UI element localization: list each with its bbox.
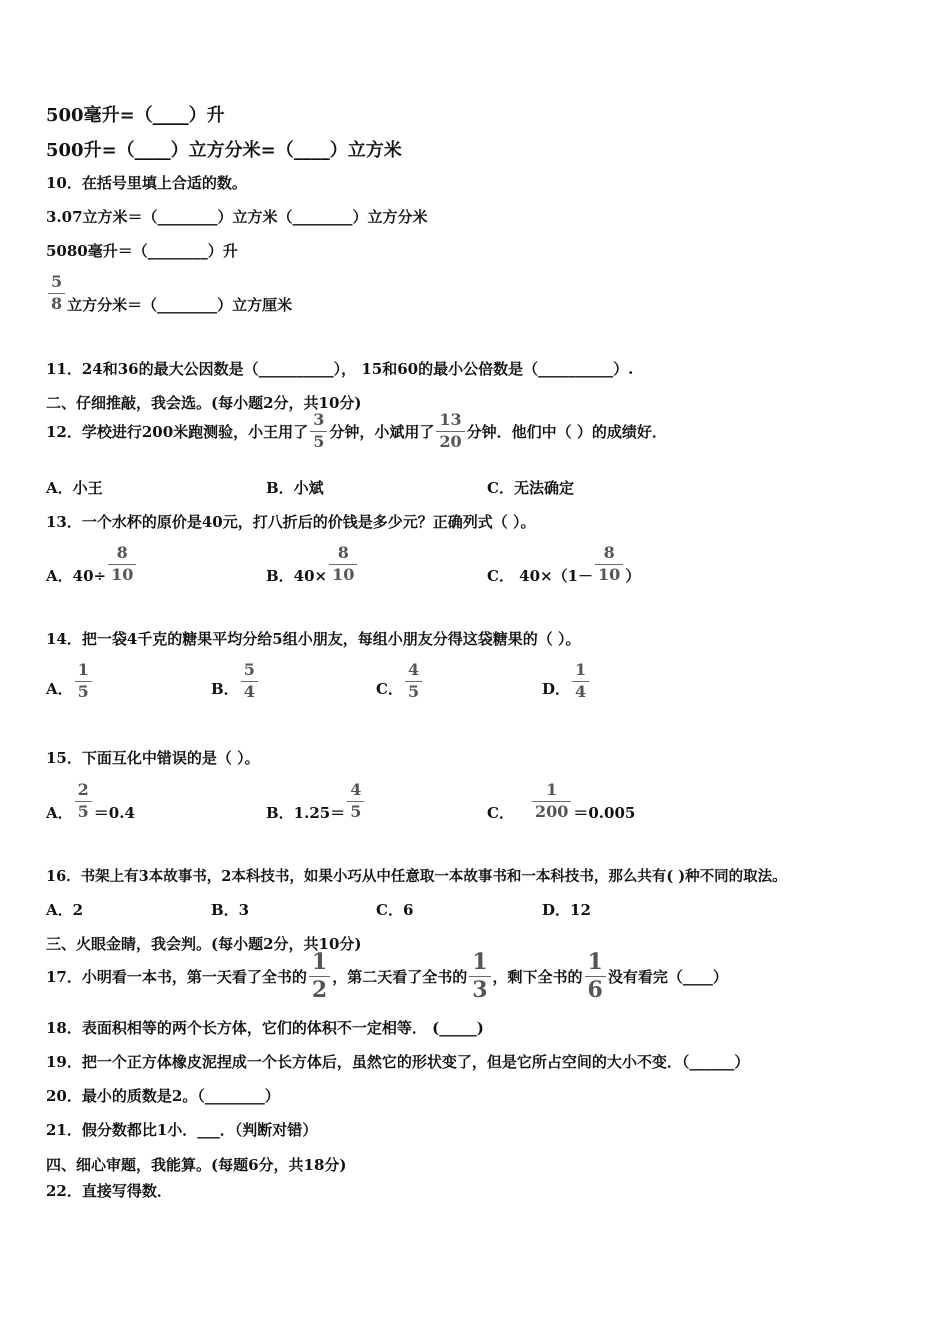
option-a[interactable]: A． $\frac{1}{5}$ [46,662,94,701]
fraction: $\frac{4}{5}$ [405,662,422,701]
question-20: 20．最小的质数是2。（________） [46,1087,280,1105]
question-19: 19．把一个正方体橡皮泥捏成一个长方体后，虽然它的形状变了，但是它所占空间的大小不变．（______） [46,1053,750,1071]
fraction: $\frac{1}{4}$ [572,662,589,701]
option-b[interactable]: B．40× $\frac{8}{10}$ [266,543,359,586]
fraction: $\frac{8}{10}$ [329,545,357,584]
question-14: 14．把一袋4千克的糖果平均分给5组小朋友，每组小朋友分得这袋糖果的（ ）。 [46,630,581,648]
question-15: 15．下面互化中错误的是（ ）。 [46,749,260,767]
option-a[interactable]: A．小王 [46,479,103,497]
option-c[interactable]: C． $\frac{1}{200}$ ＝0.005 [487,780,636,822]
line-500ml: 500毫升=（____）升 [46,105,225,126]
fraction: $\frac{1}{6}$ [585,951,606,1002]
fraction: $\frac{4}{5}$ [347,782,364,821]
fraction: $\frac{8}{10}$ [595,545,623,584]
question-21: 21．假分数都比1小．___．（判断对错） [46,1121,318,1139]
option-b[interactable]: B．小斌 [266,479,324,497]
question-18: 18．表面积相等的两个长方体，它们的体积不一定相等． (_____) [46,1019,484,1037]
question-10a: 3.07立方米＝（________）立方米（________）立方分米 [46,208,428,226]
option-c[interactable]: C．无法确定 [487,479,574,497]
question-13: 13．一个水杯的原价是40元，打八折后的价钱是多少元？正确列式（ ）。 [46,513,536,531]
question-16: 16．书架上有3本故事书，2本科技书，如果小巧从中任意取一本故事书和一本科技书，那么共有( )种不同的取法。 [46,868,787,885]
option-c[interactable]: C．6 [376,901,414,919]
section-2-heading: 二、仔细推敲，我会选。(每小题2分，共10分) [46,394,362,412]
option-c[interactable]: C． 40×（1－ $\frac{8}{10}$ ） [487,543,641,585]
option-b[interactable]: B． $\frac{5}{4}$ [211,662,260,701]
fraction: $\frac{1}{2}$ [309,951,330,1002]
fraction: $\frac{1}{200}$ [532,782,571,821]
option-a[interactable]: A．2 [46,901,84,919]
question-10b: 5080毫升＝（________）升 [46,242,238,260]
fraction: $\frac{2}{5}$ [75,782,92,821]
question-11: 11．24和36的最大公因数是（__________）， 15和60的最小公倍数是（__________）. [46,360,634,378]
question-17: 17．小明看一本书，第一天看了全书的 $\frac{1}{2}$ ，第二天看了全书的 $\frac{1}{3}$ ，剩下全书的 $\frac{1}{6}$ 没有看完（____） [46,949,728,1004]
fraction: $\frac{13}{20}$ [436,412,464,451]
question-22: 22．直接写得数． [46,1182,172,1200]
section-4-heading: 四、细心审题，我能算。(每题6分，共18分) [46,1156,347,1174]
fraction: $\frac{5}{8}$ [48,274,65,313]
fraction: $\frac{3}{5}$ [310,412,327,451]
section-3-heading: 三、火眼金睛，我会判。(每小题2分，共10分) [46,935,362,953]
fraction: $\frac{8}{10}$ [108,545,136,584]
option-d[interactable]: D． $\frac{1}{4}$ [542,662,591,701]
option-a[interactable]: A．40÷ $\frac{8}{10}$ [46,543,138,586]
fraction: $\frac{1}{3}$ [469,951,490,1002]
line-500l: 500升=（____）立方分米=（____）立方米 [46,140,402,161]
option-c[interactable]: C． $\frac{4}{5}$ [376,662,424,701]
option-b[interactable]: B．1.25＝ $\frac{4}{5}$ [266,780,366,823]
fraction: $\frac{5}{4}$ [241,662,258,701]
fraction: $\frac{1}{5}$ [75,662,92,701]
option-d[interactable]: D．12 [542,901,591,919]
option-a[interactable]: A． $\frac{2}{5}$ ＝0.4 [46,780,135,822]
question-10c: $\frac{5}{8}$ 立方分米＝（________）立方厘米 [46,272,292,315]
question-10: 10．在括号里填上合适的数。 [46,174,247,192]
option-b[interactable]: B．3 [211,901,250,919]
question-12: 12．学校进行200米跑测验，小王用了 $\frac{3}{5}$ 分钟，小斌用了 $\frac{13}{20}$ 分钟．他们中（ ）的成绩好． [46,410,667,451]
